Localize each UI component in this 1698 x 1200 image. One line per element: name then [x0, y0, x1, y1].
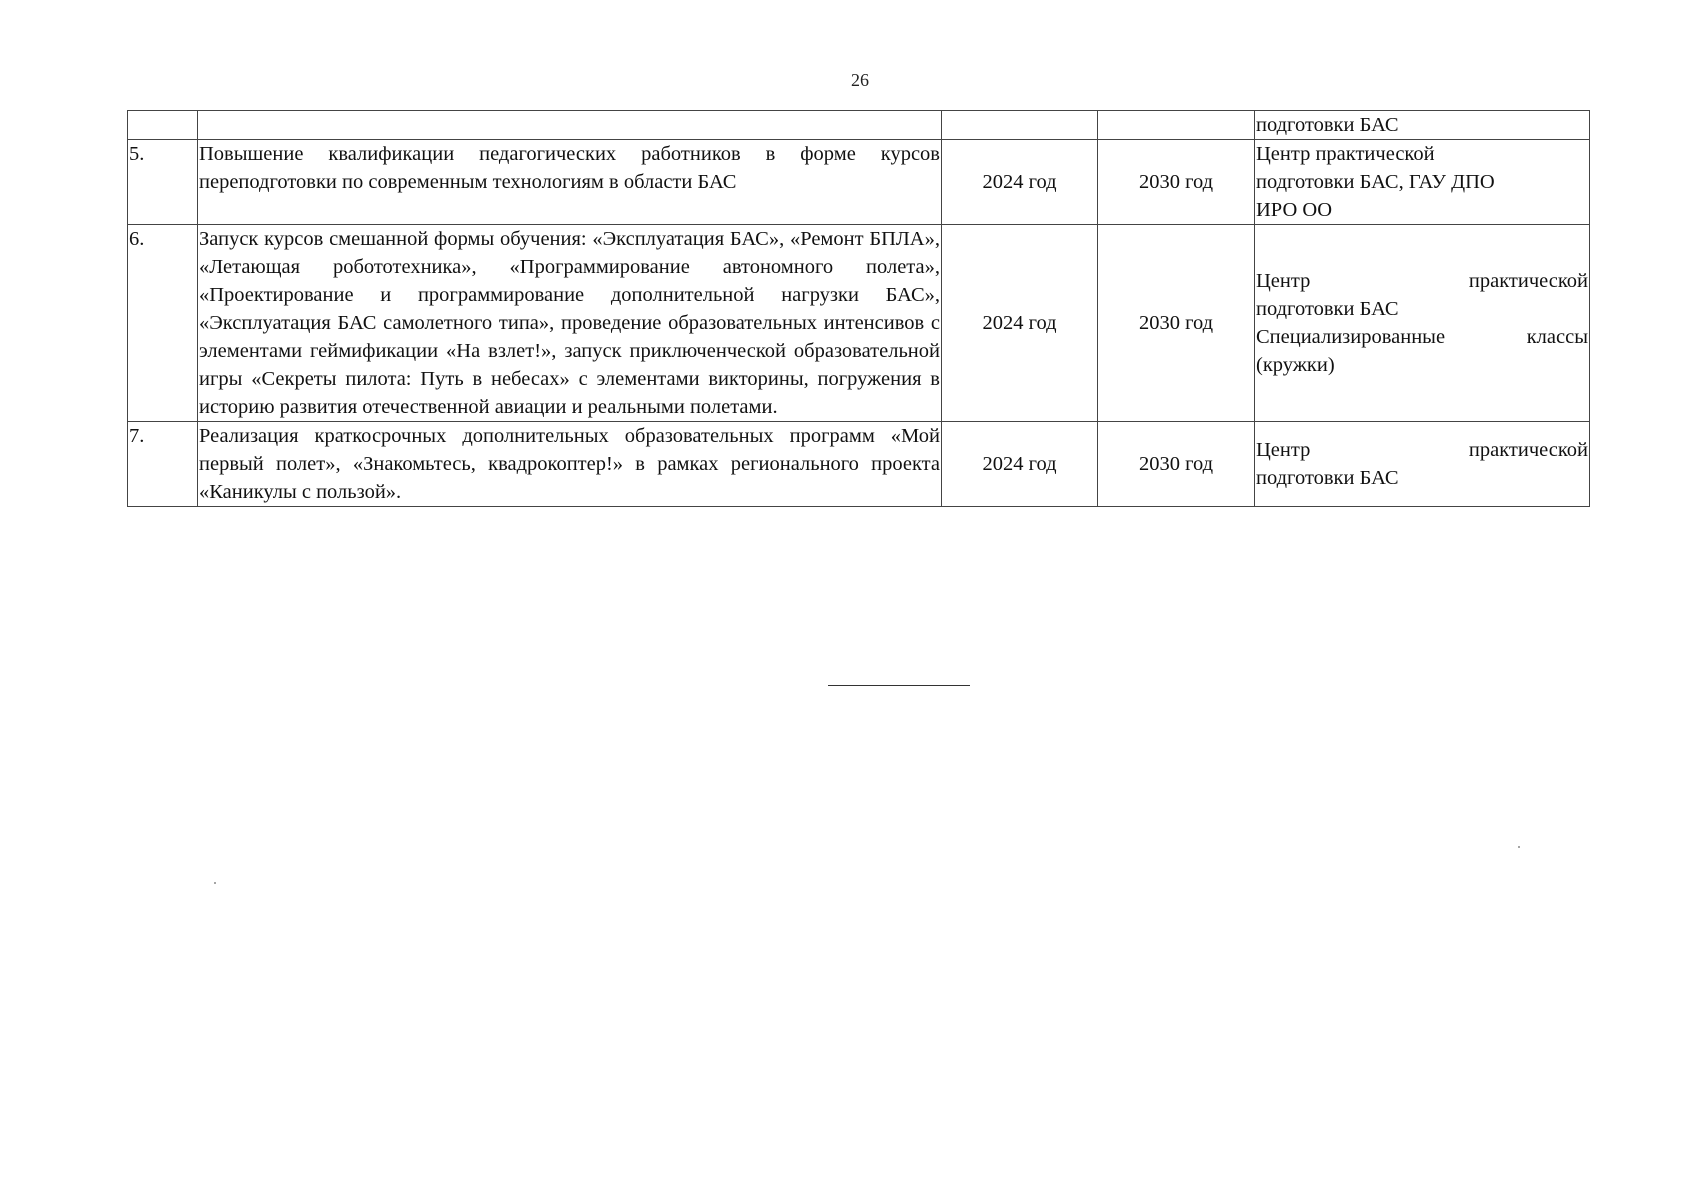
responsible-cell	[1255, 422, 1590, 507]
table-row	[128, 111, 1590, 140]
responsible-cell	[1255, 225, 1590, 422]
page-number: 26	[851, 70, 869, 90]
start-year-cell: 2024 год	[942, 140, 1098, 225]
scan-speck	[214, 882, 216, 884]
row-number-cell: 7.	[128, 422, 198, 507]
responsible-line: (кружки)	[1256, 354, 1335, 376]
responsible-cell	[1255, 111, 1590, 140]
description-cell	[198, 111, 942, 140]
start-year-cell: 2024 год	[942, 225, 1098, 422]
measures-table	[127, 110, 1590, 507]
responsible-line: Центр практической	[1256, 270, 1588, 292]
description-cell: Реализация краткосрочных дополнительных образовательных программ «Мой первый полет», «Знакомьтесь, квадрокоптер!» в рамках регионального проекта «Каникулы с пользой».	[198, 422, 942, 507]
row-number-cell	[128, 111, 198, 140]
responsible-line: подготовки БАС	[1256, 114, 1399, 136]
scan-speck	[1518, 846, 1520, 848]
responsible-line: Центр практической	[1256, 439, 1588, 461]
description-cell: Запуск курсов смешанной формы обучения: «Эксплуатация БАС», «Ремонт БПЛА», «Летающая робототехника», «Программирование автономного полета», «Проектирование и программирование дополнительной нагрузки БАС», «Эксплуатация БАС самолетного типа», проведение образовательных интенсивов с элементами геймификации «На взлет!», запуск приключенческой образовательной игры «Секреты пилота: Путь в небесах» с элементами викторины, погружения в историю развития отечественной авиации и реальными полетами.	[198, 225, 942, 422]
responsible-line: ИРО ОО	[1256, 199, 1332, 221]
responsible-line: подготовки БАС, ГАУ ДПО	[1256, 171, 1495, 193]
end-year-cell	[1098, 111, 1255, 140]
table-row	[128, 422, 1590, 507]
start-year-cell	[942, 111, 1098, 140]
row-number-cell: 6.	[128, 225, 198, 422]
responsible-cell	[1255, 140, 1590, 225]
end-year-cell: 2030 год	[1098, 422, 1255, 507]
table-row	[128, 140, 1590, 225]
closing-divider	[828, 685, 970, 686]
end-year-cell: 2030 год	[1098, 225, 1255, 422]
responsible-line: подготовки БАС	[1256, 298, 1399, 320]
table-row	[128, 225, 1590, 422]
description-cell: Повышение квалификации педагогических работников в форме курсов переподготовки по современным технологиям в области БАС	[198, 140, 942, 225]
start-year-cell: 2024 год	[942, 422, 1098, 507]
responsible-line: Специализированные классы	[1256, 326, 1588, 348]
row-number-cell: 5.	[128, 140, 198, 225]
end-year-cell: 2030 год	[1098, 140, 1255, 225]
responsible-line: Центр практической	[1256, 143, 1435, 165]
responsible-line: подготовки БАС	[1256, 467, 1399, 489]
